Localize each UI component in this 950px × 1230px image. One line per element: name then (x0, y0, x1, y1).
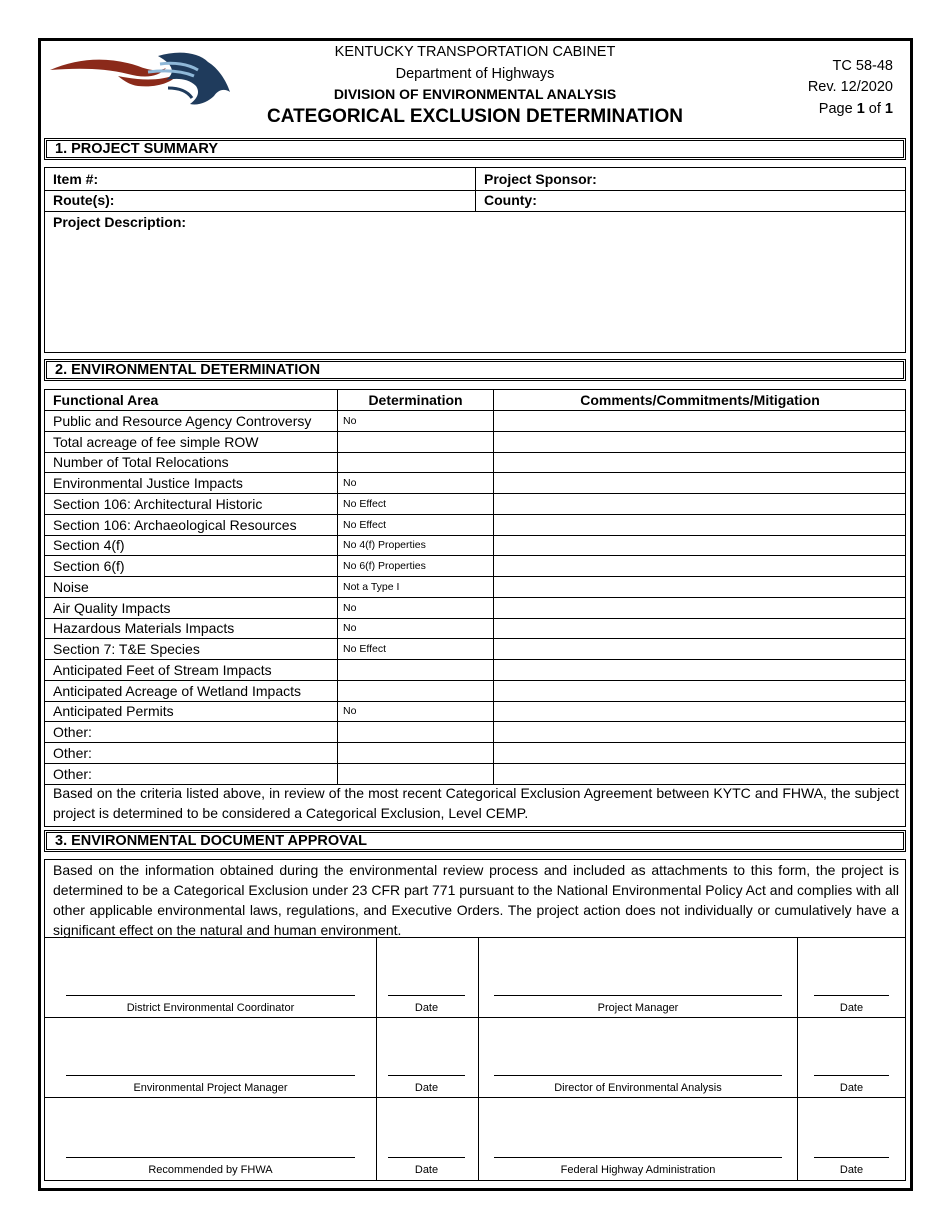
route-label: Route(s): (53, 192, 115, 208)
signature-line[interactable] (66, 1157, 355, 1158)
signature-line[interactable] (494, 1075, 782, 1076)
comments-cell[interactable] (494, 411, 906, 431)
determination-row (45, 494, 906, 515)
signature-caption-left: Recommended by FHWA (148, 1164, 273, 1176)
signature-caption-right: Project Manager (597, 1002, 679, 1014)
signature-caption-left: District Environmental Coordinator (126, 1002, 295, 1014)
section-project-summary-title: 1. PROJECT SUMMARY (44, 138, 906, 160)
signature-line[interactable] (494, 995, 782, 996)
signature-line[interactable] (814, 1157, 889, 1158)
determination-row (45, 743, 906, 764)
project-description-label: Project Description: (53, 214, 187, 230)
determination-value-cell[interactable] (338, 764, 494, 784)
county-label: County: (484, 192, 537, 208)
approval-statement: Based on the information obtained during the environmental review process and included as attachments to this form, the project is determined to be a Categorical Exclusion under 23 CFR part 771 pursuant to the National Environmental Policy Act and complies with all other applicable environmental laws, regulations, and Executive Orders. The project action does not individually or cumulatively have a significant effect on the natural and human environment. (53, 862, 899, 938)
page-total: 1 (884, 101, 893, 117)
comments-cell[interactable] (494, 598, 906, 618)
determination-row (45, 432, 906, 453)
date-caption: Date (414, 1002, 439, 1014)
comments-cell[interactable] (494, 494, 906, 514)
determination-value-cell[interactable] (338, 743, 494, 763)
section-environmental-determination-title: 2. ENVIRONMENTAL DETERMINATION (44, 359, 906, 381)
signature-line[interactable] (814, 995, 889, 996)
date-caption: Date (414, 1082, 439, 1094)
section-document-approval-title: 3. ENVIRONMENTAL DOCUMENT APPROVAL (44, 830, 906, 852)
determination-row (45, 556, 906, 577)
column-header-functional-area: Functional Area (45, 390, 338, 410)
signature-line[interactable] (494, 1157, 782, 1158)
determination-value-cell[interactable]: Not a Type I (338, 577, 494, 597)
comments-cell[interactable] (494, 618, 906, 638)
determination-row (45, 618, 906, 639)
determination-row (45, 660, 906, 681)
determination-value-cell[interactable]: No (338, 598, 494, 618)
page-indicator (819, 101, 893, 117)
comments-cell[interactable] (494, 577, 906, 597)
functional-area-cell: Public and Resource Agency Controversy (45, 411, 338, 431)
comments-cell[interactable] (494, 432, 906, 452)
determination-row (45, 764, 906, 785)
agency-name: KENTUCKY TRANSPORTATION CABINET (334, 44, 616, 60)
functional-area-cell: Anticipated Acreage of Wetland Impacts (45, 681, 338, 701)
page-prefix: Page (818, 101, 853, 117)
project-sponsor-label: Project Sponsor: (484, 171, 597, 187)
division-name: DIVISION OF ENVIRONMENTAL ANALYSIS (333, 86, 617, 102)
determination-conclusion (53, 783, 899, 823)
determination-value-cell[interactable]: No Effect (338, 515, 494, 535)
date-caption: Date (839, 1164, 864, 1176)
comments-cell[interactable] (494, 764, 906, 784)
comments-cell[interactable] (494, 701, 906, 721)
categorical-exclusion-level: CEMP. (485, 805, 529, 821)
functional-area-cell: Section 106: Archaeological Resources (45, 515, 338, 535)
functional-area-cell: Hazardous Materials Impacts (45, 618, 338, 638)
functional-area-cell: Other: (45, 743, 338, 763)
functional-area-cell: Other: (45, 722, 338, 742)
determination-value-cell[interactable] (338, 681, 494, 701)
revision-date: Rev. 12/2020 (807, 79, 893, 95)
determination-value-cell[interactable] (338, 452, 494, 472)
comments-cell[interactable] (494, 660, 906, 680)
determination-value-cell[interactable]: No (338, 411, 494, 431)
determination-value-cell[interactable]: No Effect (338, 639, 494, 659)
signature-caption-right: Director of Environmental Analysis (554, 1082, 722, 1094)
comments-cell[interactable] (494, 743, 906, 763)
determination-value-cell[interactable] (338, 722, 494, 742)
determination-row (45, 681, 906, 702)
determination-row (45, 639, 906, 660)
signature-line[interactable] (66, 995, 355, 996)
determination-value-cell[interactable] (338, 432, 494, 452)
comments-cell[interactable] (494, 681, 906, 701)
signature-line[interactable] (814, 1075, 889, 1076)
comments-cell[interactable] (494, 639, 906, 659)
determination-row (45, 535, 906, 556)
determination-row (45, 722, 906, 743)
date-caption: Date (839, 1002, 864, 1014)
determination-header-row (45, 390, 906, 411)
determination-row (45, 452, 906, 473)
signature-caption-right: Federal Highway Administration (560, 1164, 716, 1176)
page-current: 1 (856, 101, 865, 117)
comments-cell[interactable] (494, 556, 906, 576)
form-number: TC 58-48 (832, 58, 893, 74)
functional-area-cell: Anticipated Feet of Stream Impacts (45, 660, 338, 680)
form-title: CATEGORICAL EXCLUSION DETERMINATION (267, 106, 683, 127)
determination-row (45, 577, 906, 598)
column-header-comments: Comments/Commitments/Mitigation (580, 392, 820, 408)
determination-value-cell[interactable]: No (338, 473, 494, 493)
determination-row (45, 598, 906, 619)
determination-value-cell[interactable]: No 4(f) Properties (338, 535, 494, 555)
functional-area-cell: Number of Total Relocations (45, 452, 338, 472)
signature-line[interactable] (66, 1075, 355, 1076)
determination-row (45, 701, 906, 722)
functional-area-cell: Total acreage of fee simple ROW (45, 432, 338, 452)
date-caption: Date (839, 1082, 864, 1094)
functional-area-cell: Section 106: Architectural Historic (45, 494, 338, 514)
functional-area-cell: Section 7: T&E Species (45, 639, 338, 659)
functional-area-cell: Section 4(f) (45, 535, 338, 555)
determination-row (45, 411, 906, 432)
page-of: of (868, 101, 881, 117)
functional-area-cell: Section 6(f) (45, 556, 338, 576)
functional-area-cell: Noise (45, 577, 338, 597)
comments-cell[interactable] (494, 473, 906, 493)
functional-area-cell: Other: (45, 764, 338, 784)
department-name: Department of Highways (395, 66, 555, 82)
functional-area-cell: Environmental Justice Impacts (45, 473, 338, 493)
functional-area-cell: Air Quality Impacts (45, 598, 338, 618)
signature-caption-left: Environmental Project Manager (133, 1082, 288, 1094)
functional-area-cell: Anticipated Permits (45, 701, 338, 721)
determination-row (45, 473, 906, 494)
signature-line[interactable] (388, 1075, 465, 1076)
determination-value-cell[interactable] (338, 660, 494, 680)
determination-value-cell[interactable]: No (338, 618, 494, 638)
date-caption: Date (414, 1164, 439, 1176)
conclusion-text: Based on the criteria listed above, in review of the most recent Categorical Exclusion Agreement between KYTC and FHWA, the subject project is determined to be considered a Categorical Exclusion, Level (53, 785, 899, 821)
comments-cell[interactable] (494, 515, 906, 535)
determination-value-cell[interactable]: No 6(f) Properties (338, 556, 494, 576)
comments-cell[interactable] (494, 535, 906, 555)
signature-line[interactable] (388, 995, 465, 996)
determination-row (45, 515, 906, 536)
determination-value-cell[interactable]: No (338, 701, 494, 721)
column-header-determination: Determination (338, 390, 494, 410)
comments-cell[interactable] (494, 452, 906, 472)
item-number-label: Item #: (53, 171, 99, 187)
signature-line[interactable] (388, 1157, 465, 1158)
determination-value-cell[interactable]: No Effect (338, 494, 494, 514)
comments-cell[interactable] (494, 722, 906, 742)
